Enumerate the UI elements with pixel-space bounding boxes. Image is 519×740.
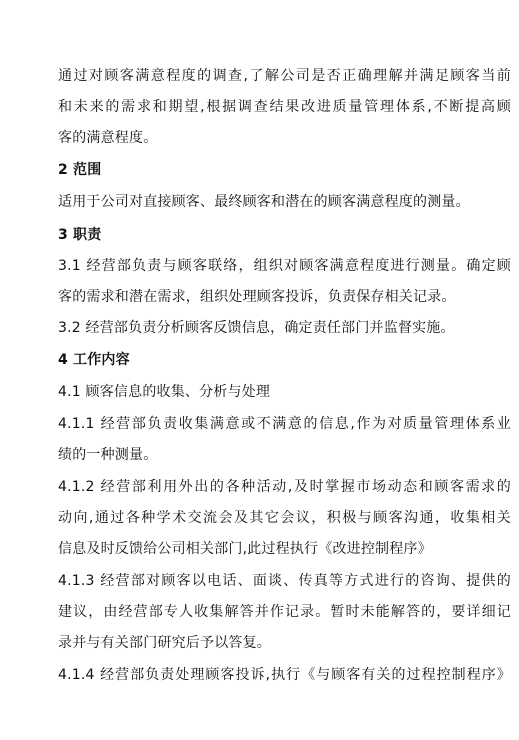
intro-line-1: 通过对顾客满意程度的调查,了解公司是否正确理解并满足顾客当前 [58, 68, 511, 84]
section-3-1-line-2: 客的需求和潜在需求，组织处理顾客投诉，负责保存相关记录。 [58, 289, 456, 305]
section-4-1-1-line-1: 4.1.1 经营部负责收集满意或不满意的信息,作为对质量管理体系业 [58, 416, 511, 432]
section-4-1-2-line-1: 4.1.2 经营部利用外出的各种活动,及时掌握市场动态和顾客需求的 [58, 479, 511, 495]
section-4-1-3-line-3: 录并与有关部门研究后予以答复。 [58, 635, 271, 651]
section-3-heading: 3 职责 [58, 227, 102, 243]
intro-line-2: 和未来的需求和期望,根据调查结果改进质量管理体系,不断提高顾 [58, 99, 511, 115]
section-3-1-line-1: 3.1 经营部负责与顾客联络，组织对顾客满意程度进行测量。确定顾 [58, 258, 511, 274]
section-4-heading: 4 工作内容 [58, 352, 130, 368]
section-2-line-1: 适用于公司对直接顾客、最终顾客和潜在的顾客满意程度的测量。 [58, 194, 470, 210]
section-4-1-2-line-3: 信息及时反馈给公司相关部门,此过程执行《改进控制程序》 [58, 541, 432, 557]
intro-line-3: 客的满意程度。 [58, 130, 158, 146]
section-2-heading: 2 范围 [58, 162, 102, 178]
section-4-1-2-line-2: 动向,通过各种学术交流会及其它会议，积极与顾客沟通，收集相关 [58, 510, 511, 526]
section-3-2-line-1: 3.2 经营部负责分析顾客反馈信息，确定责任部门并监督实施。 [58, 320, 455, 336]
section-4-1-1-line-2: 绩的一种测量。 [58, 447, 158, 463]
section-4-1-3-line-1: 4.1.3 经营部对顾客以电话、面谈、传真等方式进行的咨询、提供的 [58, 573, 511, 589]
section-4-1-4-line-1: 4.1.4 经营部负责处理顾客投诉,执行《与顾客有关的过程控制程序》 [58, 667, 511, 683]
section-4-1-title: 4.1 顾客信息的收集、分析与处理 [58, 384, 271, 400]
section-4-1-3-line-2: 建议，由经营部专人收集解答并作记录。暂时未能解答的，要详细记 [58, 604, 511, 620]
